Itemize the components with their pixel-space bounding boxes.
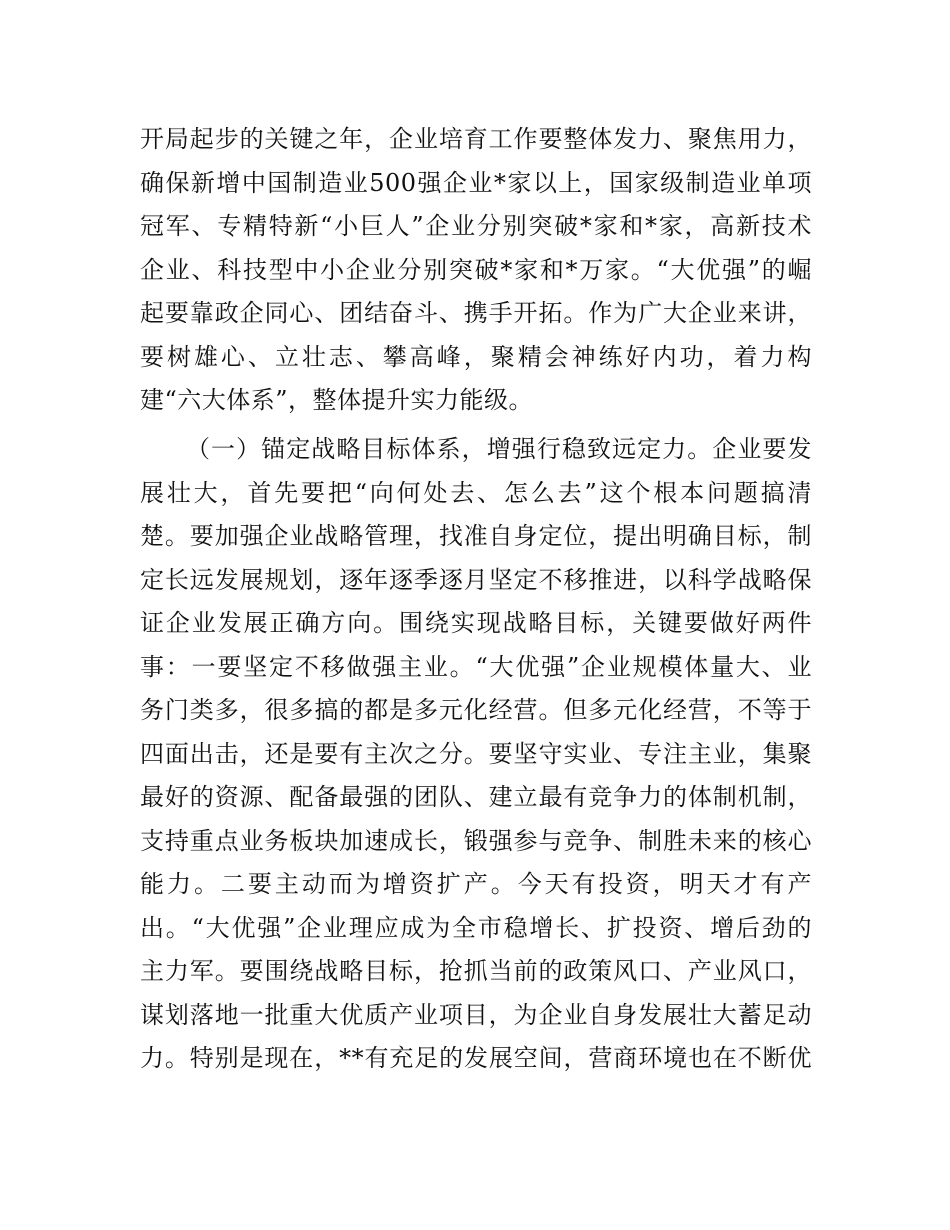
text-line: 要树雄心、立壮志、攀高峰，聚精会神练好内功，着力构	[140, 342, 812, 371]
text-line	[140, 1081, 812, 1125]
paragraph-2	[140, 428, 812, 1124]
text-line: 事：一要坚定不移做强主业。“大优强”企业规模体量大、业	[140, 652, 812, 681]
text-line: 确保新增中国制造业500强企业*家以上，国家级制造业单项	[140, 168, 812, 197]
text-line: 主力军。要围绕战略目标，抢抓当前的政策风口、产业风口，	[140, 957, 812, 985]
text-line: 出。“大优强”企业理应成为全市稳增长、扩投资、增后劲的	[140, 913, 812, 942]
text-line: 能力。二要主动而为增资扩产。今天有投资，明天才有产	[140, 870, 812, 898]
text-line: 展壮大，首先要把“向何处去、怎么去”这个根本问题搞清	[140, 478, 812, 507]
text-line: 谋划落地一批重大优质产业项目，为企业自身发展壮大蓄足动	[140, 1000, 812, 1029]
text-line: 冠军、专精特新“小巨人”企业分别突破*家和*家，高新技术	[140, 212, 812, 240]
text-line: 务门类多，很多搞的都是多元化经营。但多元化经营，不等于	[140, 696, 812, 724]
paragraph-1	[140, 118, 812, 423]
text-line: 最好的资源、配备最强的团队、建立最有竞争力的体制机制，	[140, 783, 812, 811]
text-line: 支持重点业务板块加速成长，锻强参与竞争、制胜未来的核心	[140, 826, 812, 855]
text-line: 证企业发展正确方向。围绕实现战略目标，关键要做好两件	[140, 609, 812, 637]
text-line: 起要靠政企同心、团结奋斗、携手开拓。作为广大企业来讲，	[140, 299, 812, 327]
text-line: 企业、科技型中小企业分别突破*家和*万家。“大优强”的崛	[140, 255, 812, 284]
text-line: 四面出击，还是要有主次之分。要坚守实业、专注主业，集聚	[140, 739, 812, 768]
text-line: 力。特别是现在，**有充足的发展空间，营商环境也在不断优	[140, 1044, 812, 1072]
text-line: 开局起步的关键之年，企业培育工作要整体发力、聚焦用力，	[140, 125, 812, 153]
section-heading-line: （一）锚定战略目标体系，增强行稳致远定力。企业要发	[186, 435, 812, 463]
text-line: 定长远发展规划，逐年逐季逐月坚定不移推进，以科学战略保	[140, 565, 812, 594]
text-line: 楚。要加强企业战略管理，找准自身定位，提出明确目标，制	[140, 522, 812, 550]
text-line: 建“六大体系”，整体提升实力能级。	[140, 386, 534, 414]
